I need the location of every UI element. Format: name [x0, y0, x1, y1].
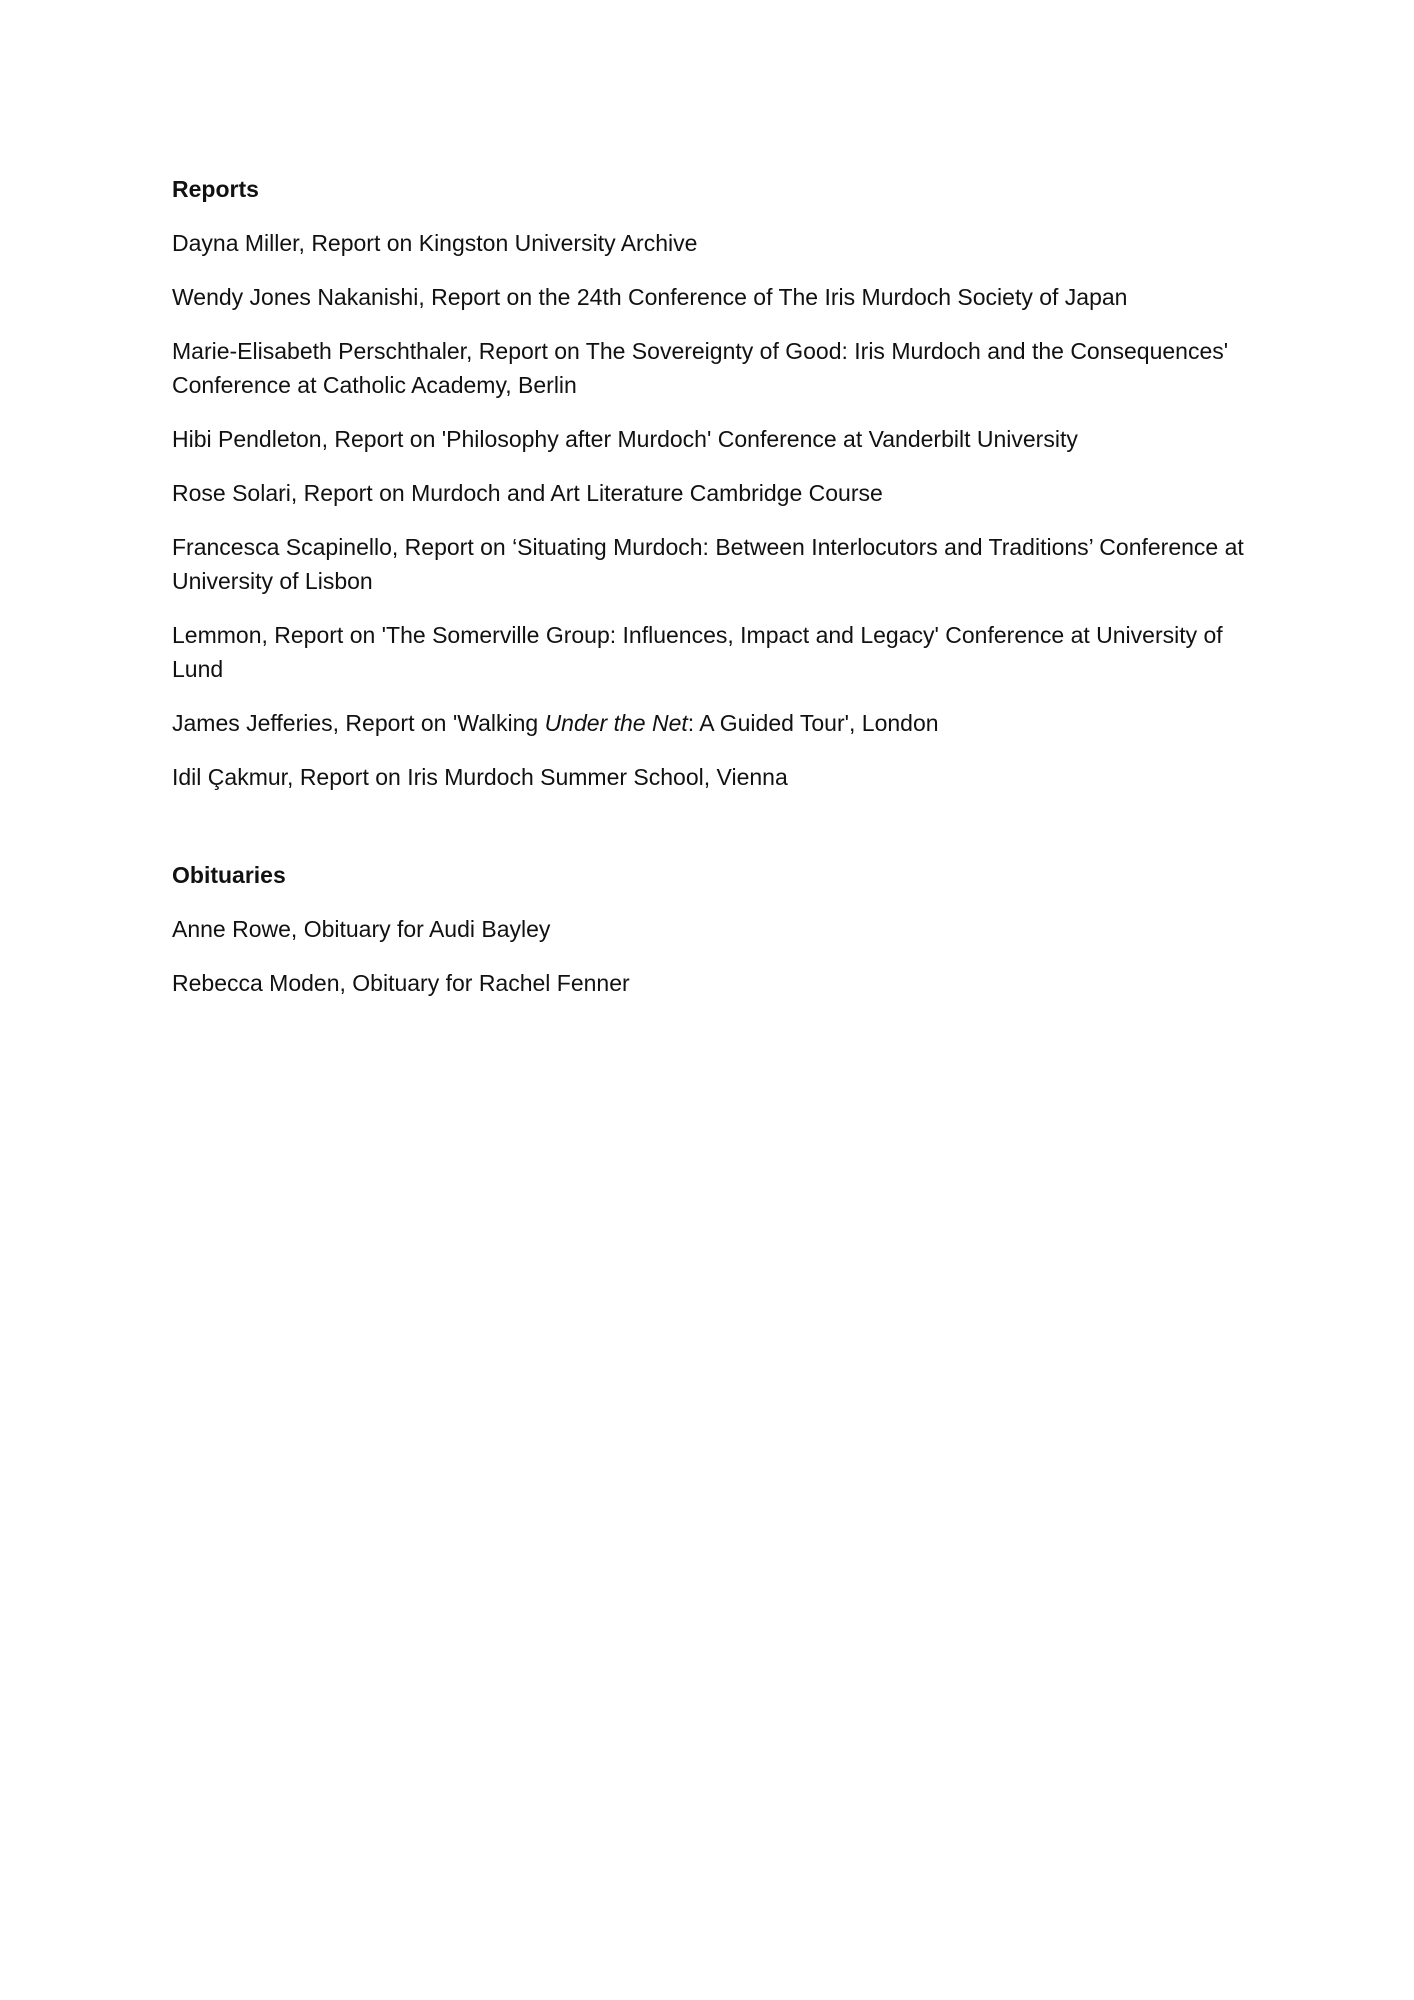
report-entry: Hibi Pendleton, Report on 'Philosophy after Murdoch' Conference at Vanderbilt University [172, 426, 1078, 452]
report-entry: Marie-Elisabeth Perschthaler, Report on The Sovereignty of Good: Iris Murdoch and the Consequences' Conference at Catholic Academy, Berlin [172, 338, 1229, 398]
jefferies-text-before: James Jefferies, Report on 'Walking [172, 710, 545, 736]
report-entry-jefferies [172, 706, 1252, 740]
obituary-entry: Anne Rowe, Obituary for Audi Bayley [172, 916, 551, 942]
report-entry: Dayna Miller, Report on Kingston University Archive [172, 230, 698, 256]
report-entry: Francesca Scapinello, Report on ‘Situating Murdoch: Between Interlocutors and Traditions’ Conference at University of Lisbon [172, 534, 1244, 594]
obituary-entry: Rebecca Moden, Obituary for Rachel Fenner [172, 970, 630, 996]
report-entry: Rose Solari, Report on Murdoch and Art Literature Cambridge Course [172, 480, 883, 506]
report-entry: Idil Çakmur, Report on Iris Murdoch Summer School, Vienna [172, 764, 788, 790]
jefferies-text-after: : A Guided Tour', London [687, 710, 939, 736]
section-spacer [172, 814, 1252, 858]
obituaries-heading: Obituaries [172, 862, 286, 888]
reports-heading: Reports [172, 176, 259, 202]
page-content [172, 172, 1252, 1020]
report-entry: Lemmon, Report on 'The Somerville Group: Influences, Impact and Legacy' Conference at University of Lund [172, 622, 1223, 682]
report-entry: Wendy Jones Nakanishi, Report on the 24th Conference of The Iris Murdoch Society of Japan [172, 284, 1128, 310]
jefferies-italic-title: Under the Net [544, 710, 688, 736]
